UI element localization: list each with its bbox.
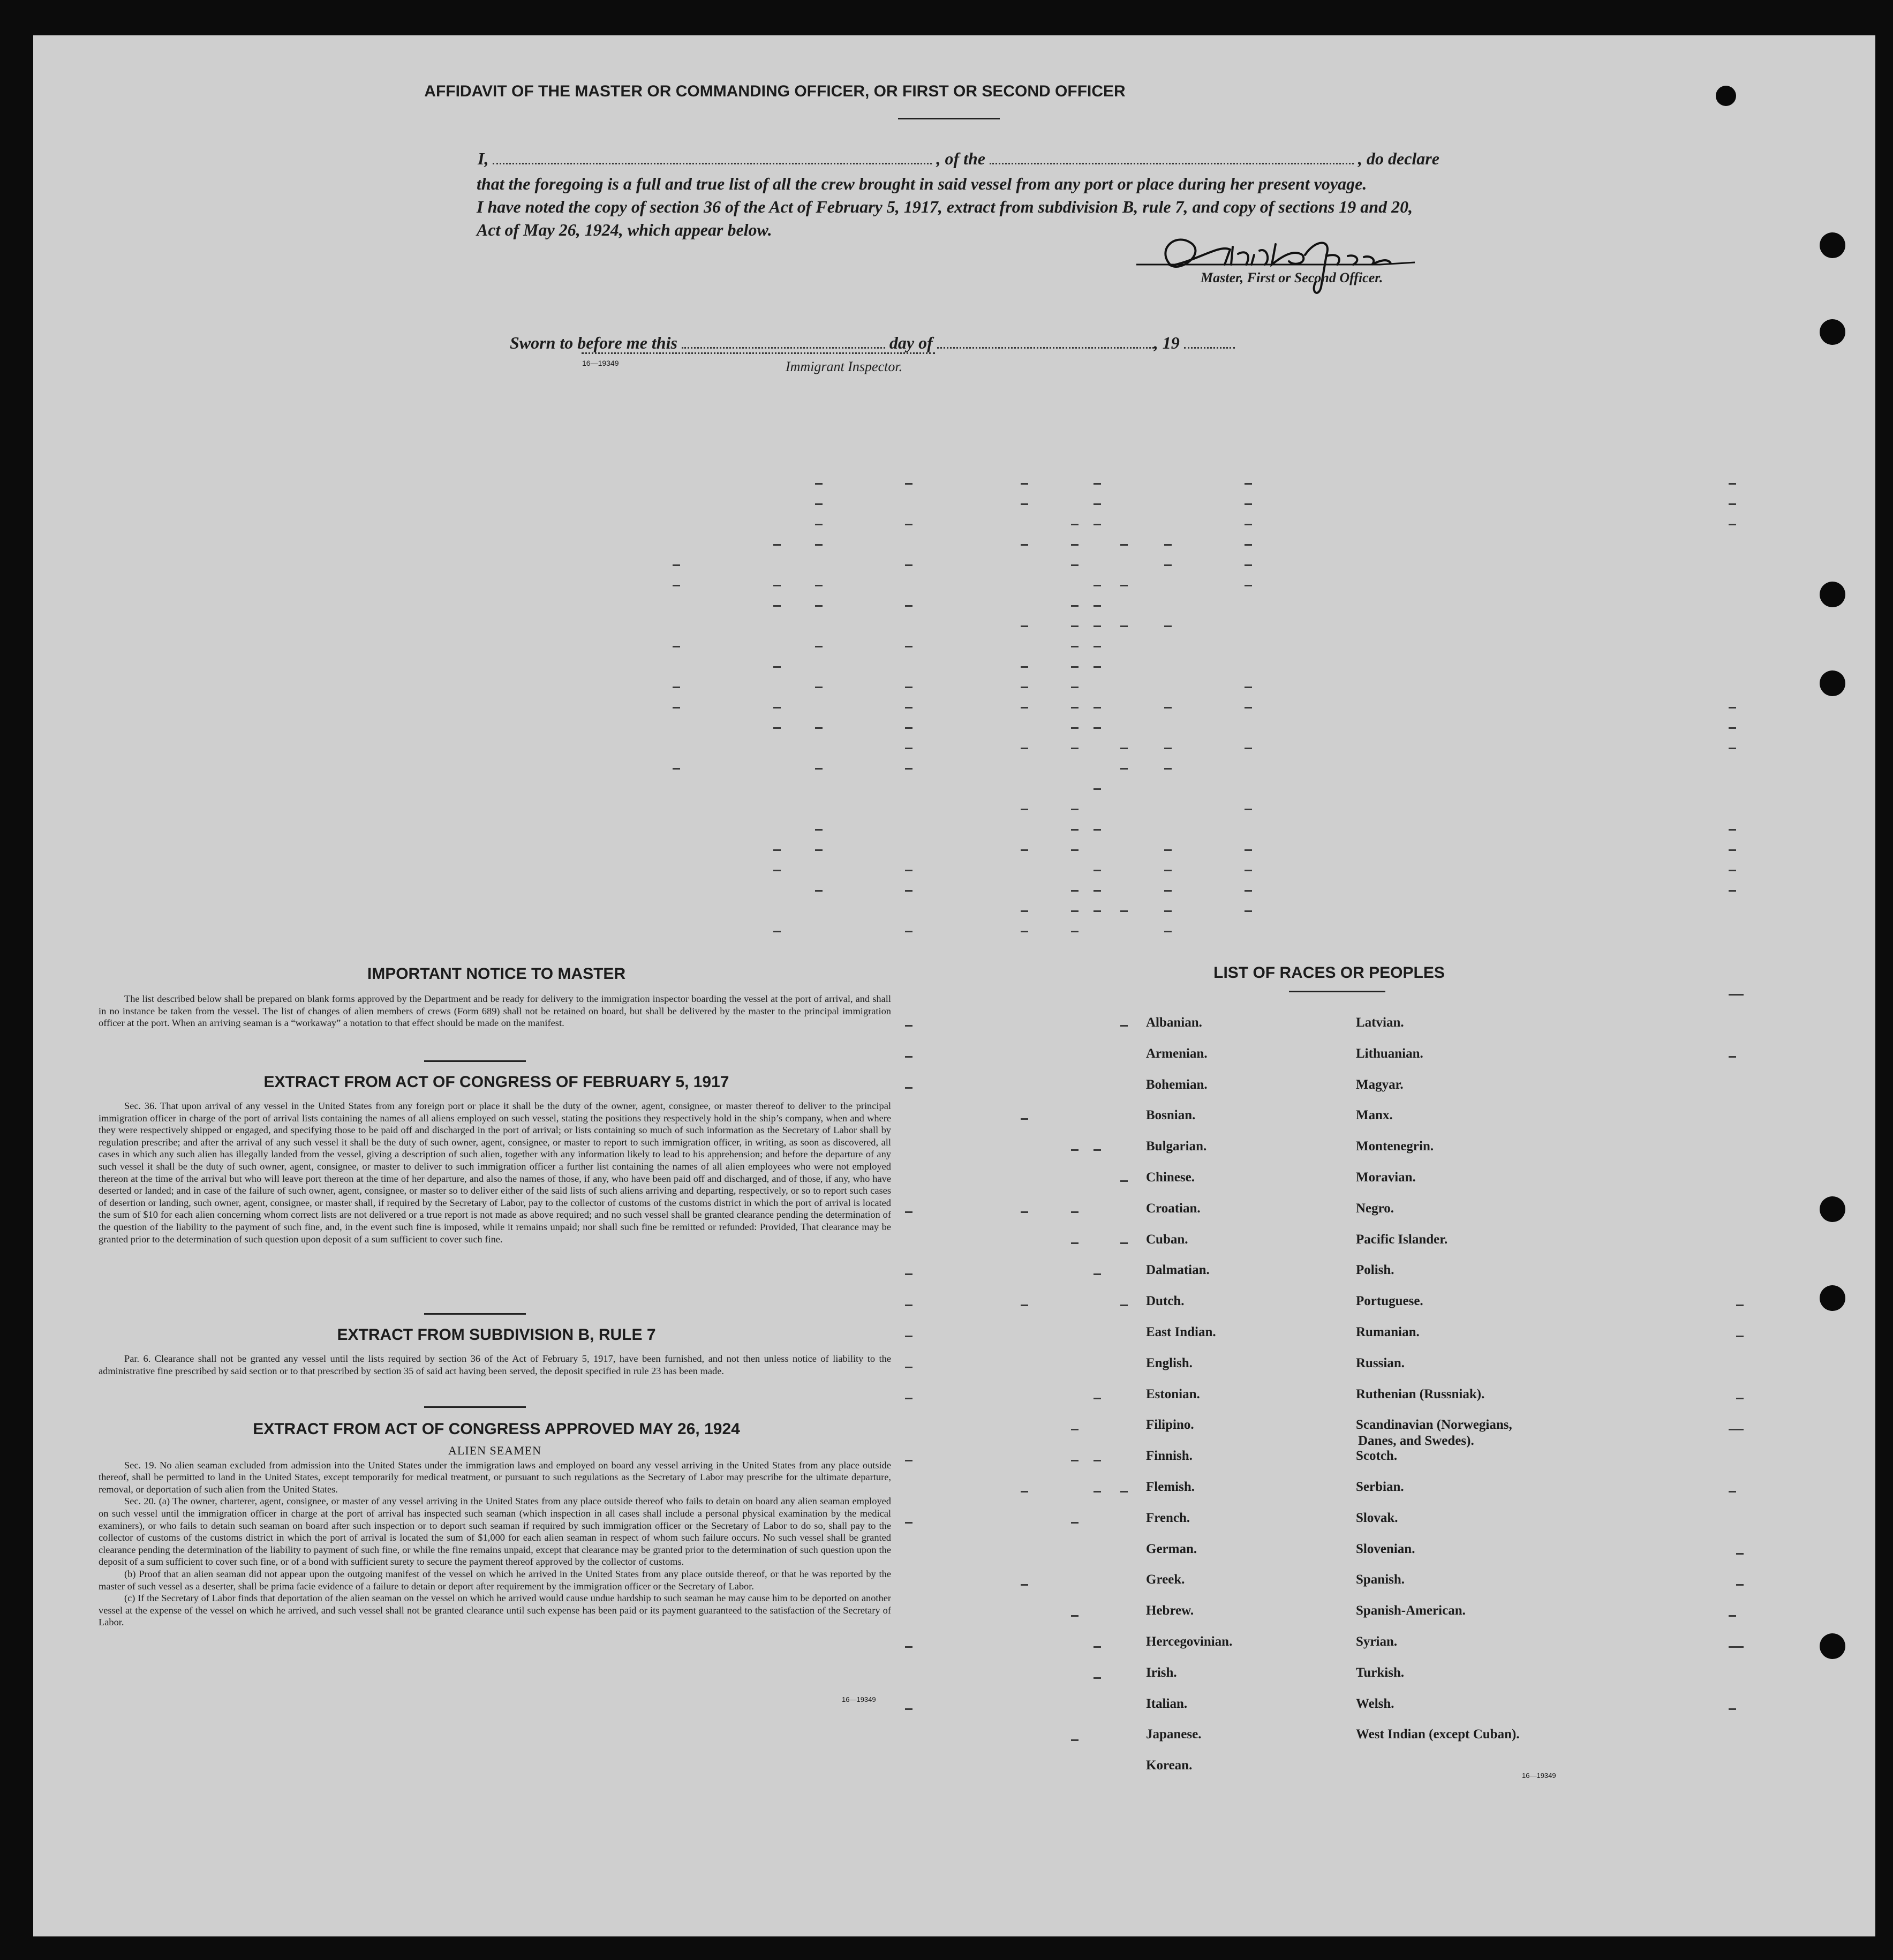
ruling-dash: [1071, 1211, 1079, 1213]
ruling-dash: [905, 605, 912, 607]
ruling-dash: [1071, 1460, 1079, 1461]
race-item: Moravian.: [1356, 1170, 1416, 1185]
ruling-dash: [1071, 1149, 1079, 1151]
ruling-dash: [1729, 748, 1736, 749]
ruling-dash: [1071, 646, 1079, 647]
race-item: Manx.: [1356, 1108, 1393, 1123]
ruling-dash: [1021, 1305, 1028, 1306]
ruling-dash: [1164, 768, 1172, 770]
ruling-dash: [905, 564, 912, 566]
ruling-dash: [1021, 748, 1028, 749]
ruling-dash: [1245, 483, 1252, 485]
race-item: Slovak.: [1356, 1510, 1398, 1525]
race-item: East Indian.: [1146, 1325, 1216, 1339]
sworn-label: Sworn to before me this: [510, 333, 677, 352]
ruling-dash: [673, 646, 680, 647]
ruling-dash: [1245, 748, 1252, 749]
ruling-dash: [815, 890, 823, 892]
race-item: Italian.: [1146, 1696, 1188, 1711]
ruling-dash: [1164, 564, 1172, 566]
ruling-dash: [1729, 1491, 1736, 1492]
ruling-dash: [1021, 910, 1028, 912]
race-item: Albanian.: [1146, 1015, 1202, 1030]
ruling-dash: [905, 890, 912, 892]
notice-title: IMPORTANT NOTICE TO MASTER: [367, 965, 626, 983]
ruling-dash: [1245, 687, 1252, 688]
race-item: Latvian.: [1356, 1015, 1404, 1030]
ruling-dash: [1093, 1398, 1101, 1399]
ruling-dash: [1164, 748, 1172, 749]
ruling-dash: [1729, 503, 1736, 505]
race-item: Finnish.: [1146, 1449, 1193, 1464]
ruling-dash: [1729, 1708, 1736, 1710]
ruling-dash: [1729, 1056, 1736, 1058]
ruling-dash: [1729, 1615, 1736, 1617]
races-rule: [1289, 991, 1385, 992]
inspector-caption: Immigrant Inspector.: [786, 359, 903, 374]
race-item: Dalmatian.: [1146, 1263, 1210, 1278]
ruling-dash: [1021, 809, 1028, 810]
ruling-dash: [1071, 829, 1079, 831]
ruling-dash: [1021, 1491, 1028, 1492]
ruling-dash: [905, 524, 912, 525]
race-item: Estonian.: [1146, 1386, 1200, 1401]
race-item: Flemish.: [1146, 1480, 1195, 1494]
ruling-dash: [1021, 687, 1028, 688]
ruling-dash: [1071, 1522, 1079, 1524]
ruling-dash: [1071, 727, 1079, 729]
section-rule: [424, 1313, 526, 1315]
sec-20a-text: Sec. 20. (a) The owner, charterer, agent, consignee, or master of any vessel arriving in the United States from any place outside thereof who fails to detain on board any alien seaman employed on such vessel until the immigration officer in charge at the port of arrival has inspected such seaman (which inspection in all cases shall include a personal physical examination by the medical examiners), or who fails to detain such seaman on board after such inspection or to deport such seaman if required by such immigration officer or the Secretary of Labor to do so, shall pay to the collector of customs of the customs district in which the port of arrival is located the sum of $1,000 for each alien seaman in respect of whom such failure occurs. No such vessel shall be granted clearance pending the determination of the liability to payment of such fine, or while the fine remains unpaid, except that clearance may be granted prior to the determination of such question upon the deposit of a sum sufficient to cover such fine, or of a bond with sufficient surety to secure the payment thereof approved by the collector of customs.: [99, 1496, 891, 1567]
race-item: Irish.: [1146, 1665, 1177, 1680]
ruling-dash: [1093, 524, 1101, 525]
ruling-dash: [1120, 748, 1128, 749]
ruling-dash: [1071, 931, 1079, 932]
ruling-dash: [1021, 544, 1028, 546]
ruling-dash: [1093, 910, 1101, 912]
extract-rule7-body: [99, 1353, 891, 1377]
race-item: Chinese.: [1146, 1170, 1195, 1185]
notice-text: The list described below shall be prepared on blank forms approved by the Department and be ready for delivery to the immigration inspector boarding the vessel at the port of arrival, and shall in no instance be taken from the vessel. The list of changes of alien members of crews (Form 689) shall not be retained on board, but shall be delivered by the master to the principal immigration officer at the port. When an arriving seaman is a “workaway” a notation to that effect should be made on the manifest.: [99, 993, 891, 1029]
race-item: Spanish.: [1356, 1572, 1405, 1587]
ruling-dash: [1120, 910, 1128, 912]
ruling-dash: [673, 687, 680, 688]
race-item: Bosnian.: [1146, 1108, 1196, 1123]
ruling-dash: [815, 483, 823, 485]
ruling-dash: [1164, 707, 1172, 708]
ruling-dash: [773, 931, 781, 932]
ruling-dash: [1071, 666, 1079, 668]
ruling-dash: [1729, 829, 1736, 831]
ruling-dash: [1093, 1646, 1101, 1648]
table-ruling-remnants: [33, 35, 1875, 1936]
race-item: Negro.: [1356, 1201, 1394, 1216]
manifest-page: [33, 35, 1875, 1936]
ruling-dash: [1021, 849, 1028, 851]
ruling-dash: [1729, 483, 1736, 485]
race-item: Syrian.: [1356, 1634, 1398, 1649]
ruling-dash: [1729, 727, 1736, 729]
ruling-dash: [1071, 809, 1079, 810]
ruling-dash: [905, 1056, 912, 1058]
ruling-dash: [815, 687, 823, 688]
race-item: French.: [1146, 1510, 1190, 1525]
ruling-dash: [773, 870, 781, 871]
extract-1924-title: EXTRACT FROM ACT OF CONGRESS APPROVED MAY 26, 1924: [253, 1420, 740, 1438]
signature-caption: Master, First or Second Officer.: [1201, 270, 1383, 285]
race-item: Russian.: [1356, 1355, 1405, 1370]
ruling-dash: [1164, 544, 1172, 546]
ruling-dash: [1164, 625, 1172, 627]
races-title: LIST OF RACES OR PEOPLES: [1213, 964, 1445, 982]
ruling-dash: [1164, 931, 1172, 932]
race-item: Slovenian.: [1356, 1541, 1415, 1556]
ruling-dash: [1093, 666, 1101, 668]
ruling-dash: [1071, 910, 1079, 912]
ruling-dash: [1736, 994, 1744, 996]
race-item: Croatian.: [1146, 1201, 1201, 1216]
ruling-dash: [1021, 1211, 1028, 1213]
day-of-label: day of: [889, 333, 933, 352]
ruling-dash: [1071, 1429, 1079, 1430]
ruling-dash: [1021, 483, 1028, 485]
ruling-dash: [905, 748, 912, 749]
race-item: Scotch.: [1356, 1449, 1398, 1464]
ruling-dash: [673, 564, 680, 566]
ruling-dash: [1093, 605, 1101, 607]
ruling-dash: [1164, 910, 1172, 912]
ruling-dash: [815, 849, 823, 851]
race-item: Japanese.: [1146, 1727, 1202, 1742]
ruling-dash: [905, 687, 912, 688]
ruling-dash: [815, 646, 823, 647]
ruling-dash: [1093, 870, 1101, 871]
sec-36-text: Sec. 36. That upon arrival of any vessel in the United States from any foreign port or place it shall be the duty of the owner, agent, consignee, or master thereof to deliver to the principal immigration officer in charge of the port of arrival lists containing the names of all aliens employed on such vessel, stating the positions they respectively hold in the ship’s company, when and where they were respectively shipped or engaged, and specifying those to be paid off and discharged in the port of arrival; or lists containing so much of such information as the Secretary of Labor shall by regulation prescribe; and after the arrival of any such vessel it shall be the duty of such owner, agent, consignee, or master to report to such immigration officer, in writing, as soon as discovered, all cases in which any such alien has illegally landed from the vessel, giving a description of such alien, together with any information likely to lead to his apprehension; and before the departure of any such vessel it shall be the duty of such owner, agent, consignee, or master to deliver to such immigration officer a further list containing the names of all alien employees who were not employed thereon at the time of the arrival but who will leave port thereon at the time of her departure, and also the names of those, if any, who have been paid off and discharged, and of those, if any, who have deserted or landed; and in case of the failure of such owner, agent, consignee, or master so to deliver either of the said lists of such aliens arriving and departing, respectively, or so to report such cases of desertion or landing, such owner, agent, consignee, or master shall, if required by the Secretary of Labor, pay to the collector of customs of the customs district in which the port of arrival is located the sum of $10 for each alien concerning whom correct lists are not delivered or a true report is not made as above required; and no such vessel shall be granted clearance pending the determination of the question of the liability to the payment of such fine, and, in the event such fine is imposed, while it remains unpaid; nor shall such fine be remitted or refunded: Provided, That clearance may be granted prior to the determination of such question upon deposit of a sum sufficient to cover such fine.: [99, 1100, 891, 1245]
race-item: English.: [1146, 1355, 1193, 1370]
ruling-dash: [1021, 931, 1028, 932]
ruling-dash: [1120, 1180, 1128, 1182]
ruling-dash: [1120, 544, 1128, 546]
ruling-dash: [1245, 809, 1252, 810]
race-item: Serbian.: [1356, 1480, 1404, 1494]
ruling-dash: [773, 605, 781, 607]
ruling-dash: [1729, 994, 1736, 996]
race-item: Filipino.: [1146, 1418, 1194, 1433]
affidavit-line-4: Act of May 26, 1924, which appear below.: [477, 220, 772, 239]
ruling-dash: [1245, 870, 1252, 871]
ruling-dash: [1071, 524, 1079, 525]
ruling-dash: [905, 646, 912, 647]
ruling-dash: [1736, 1553, 1744, 1555]
ruling-dash: [1093, 707, 1101, 708]
ruling-dash: [1093, 646, 1101, 647]
ruling-dash: [815, 544, 823, 546]
ruling-dash: [1729, 1429, 1736, 1430]
ruling-dash: [1093, 829, 1101, 831]
ruling-dash: [1071, 605, 1079, 607]
race-item: Dutch.: [1146, 1294, 1185, 1309]
ruling-dash: [1071, 890, 1079, 892]
ruling-dash: [905, 1087, 912, 1089]
ruling-dash: [673, 707, 680, 708]
ruling-dash: [905, 1305, 912, 1306]
ruling-dash: [815, 585, 823, 586]
ruling-dash: [1729, 524, 1736, 525]
section-rule: [424, 1406, 526, 1408]
ruling-dash: [815, 768, 823, 770]
ruling-dash: [1729, 1646, 1736, 1648]
ruling-dash: [1245, 544, 1252, 546]
race-item: Bohemian.: [1146, 1077, 1208, 1092]
ruling-dash: [1729, 890, 1736, 892]
ruling-dash: [1736, 1398, 1744, 1399]
ruling-dash: [1093, 483, 1101, 485]
ruling-dash: [1245, 524, 1252, 525]
ruling-dash: [1093, 585, 1101, 586]
ruling-dash: [1729, 849, 1736, 851]
of-the-label: , of the: [936, 149, 985, 168]
year-label: , 19: [1153, 333, 1180, 352]
ruling-dash: [1120, 625, 1128, 627]
race-item: Armenian.: [1146, 1046, 1208, 1061]
ruling-dash: [1164, 870, 1172, 871]
ruling-dash: [1071, 1739, 1079, 1741]
ruling-dash: [1093, 788, 1101, 790]
ruling-dash: [1164, 849, 1172, 851]
ruling-dash: [1120, 1242, 1128, 1244]
ruling-dash: [1120, 1025, 1128, 1027]
ruling-dash: [905, 1708, 912, 1710]
ruling-dash: [773, 849, 781, 851]
ruling-dash: [815, 503, 823, 505]
race-item: Lithuanian.: [1356, 1046, 1423, 1061]
ruling-dash: [1071, 1615, 1079, 1617]
ruling-dash: [905, 1336, 912, 1337]
race-item: Cuban.: [1146, 1232, 1188, 1247]
affidavit-title: AFFIDAVIT OF THE MASTER OR COMMANDING OFFICER, OR FIRST OR SECOND OFFICER: [424, 82, 1126, 100]
form-number: 16—19349: [842, 1695, 876, 1703]
ruling-dash: [1071, 1242, 1079, 1244]
par-6-text: Par. 6. Clearance shall not be granted any vessel until the lists required by section 36 of the Act of February 5, 1917, have been furnished, and not then unless notice of liability to the administrative fine prescribed by said section or to that prescribed by section 35 of said act having been served, the deposit specified in rule 23 has been made.: [99, 1353, 891, 1376]
ruling-dash: [1071, 707, 1079, 708]
ruling-dash: [1071, 687, 1079, 688]
ruling-dash: [1245, 890, 1252, 892]
ruling-dash: [673, 768, 680, 770]
race-item: Greek.: [1146, 1572, 1185, 1587]
race-item: Turkish.: [1356, 1665, 1405, 1680]
extract-1917-body: [99, 1100, 891, 1245]
ruling-dash: [773, 727, 781, 729]
race-item: Welsh.: [1356, 1696, 1394, 1711]
ruling-dash: [905, 1025, 912, 1027]
ruling-dash: [1093, 1491, 1101, 1492]
ruling-dash: [1021, 625, 1028, 627]
ruling-dash: [1245, 503, 1252, 505]
ruling-dash: [1164, 890, 1172, 892]
race-item: Spanish-American.: [1356, 1603, 1466, 1618]
affidavit-line-2: that the foregoing is a full and true list of all the crew brought in said vessel from any port or place during her present voyage.: [477, 174, 1367, 193]
ruling-dash: [1071, 748, 1079, 749]
ruling-dash: [905, 1367, 912, 1368]
race-item: Magyar.: [1356, 1077, 1404, 1092]
sec-20b-text: (b) Proof that an alien seaman did not appear upon the outgoing manifest of the vessel on which he arrived in the United States from any place outside thereof, or that he was reported by the master of such vessel as a deserter, shall be prima facie evidence of a failure to detain or deport after requirement by the immigration officer or the Secretary of Labor.: [99, 1568, 891, 1592]
ruling-dash: [1093, 1273, 1101, 1275]
race-item: Portuguese.: [1356, 1294, 1423, 1309]
ruling-dash: [905, 1273, 912, 1275]
ruling-dash: [1245, 707, 1252, 708]
ruling-dash: [1071, 849, 1079, 851]
ruling-dash: [905, 1646, 912, 1648]
ruling-dash: [1093, 1460, 1101, 1461]
ruling-dash: [905, 870, 912, 871]
ruling-dash: [673, 585, 680, 586]
ruling-dash: [1021, 503, 1028, 505]
ruling-dash: [1120, 1491, 1128, 1492]
extract-1917-title: EXTRACT FROM ACT OF CONGRESS OF FEBRUARY 5, 1917: [263, 1073, 729, 1091]
ruling-dash: [1729, 707, 1736, 708]
affidavit-line-3: I have noted the copy of section 36 of the Act of February 5, 1917, extract from subdivision B, rule 7, and copy of sections 19 and 20,: [477, 197, 1413, 216]
ruling-dash: [1245, 564, 1252, 566]
extract-rule7-title: EXTRACT FROM SUBDIVISION B, RULE 7: [337, 1326, 656, 1344]
race-item: Rumanian.: [1356, 1325, 1420, 1339]
ruling-dash: [1071, 544, 1079, 546]
ruling-dash: [1736, 1584, 1744, 1586]
ruling-dash: [773, 707, 781, 708]
ruling-dash: [773, 544, 781, 546]
i-label: I,: [478, 149, 489, 168]
ruling-dash: [773, 666, 781, 668]
ruling-dash: [1021, 666, 1028, 668]
race-item: Pacific Islander.: [1356, 1232, 1448, 1247]
race-item: Korean.: [1146, 1758, 1193, 1773]
ruling-dash: [1093, 727, 1101, 729]
ruling-dash: [905, 931, 912, 932]
race-item: Bulgarian.: [1146, 1139, 1207, 1154]
ruling-dash: [905, 1522, 912, 1524]
ruling-dash: [1736, 1646, 1744, 1648]
sec-20c-text: (c) If the Secretary of Labor finds that deportation of the alien seaman on the vessel on which he arrived would cause undue hardship to such seaman he may cause him to be deported on another vessel at the expense of the vessel on which he arrived, and such vessel shall not be granted clearance until such expense has been paid or its payment guaranteed to the satisfaction of the Secretary of Labor.: [99, 1593, 891, 1628]
ruling-dash: [1071, 564, 1079, 566]
race-item: Polish.: [1356, 1263, 1394, 1278]
extract-1924-body: [99, 1445, 891, 1629]
ruling-dash: [1021, 1118, 1028, 1120]
ruling-dash: [1021, 1584, 1028, 1586]
race-item: Montenegrin.: [1356, 1139, 1434, 1154]
ruling-dash: [815, 829, 823, 831]
race-item: Danes, and Swedes).: [1358, 1434, 1474, 1449]
ruling-dash: [1093, 890, 1101, 892]
ruling-dash: [1120, 1305, 1128, 1306]
ruling-dash: [1736, 1429, 1744, 1430]
ruling-dash: [815, 727, 823, 729]
ruling-dash: [905, 727, 912, 729]
alien-seamen-subtitle: ALIEN SEAMEN: [448, 1444, 541, 1457]
section-rule: [424, 1060, 526, 1062]
ruling-dash: [1120, 585, 1128, 586]
notice-body: [99, 993, 891, 1029]
ruling-dash: [1245, 910, 1252, 912]
form-number: 16—19349: [1522, 1771, 1556, 1780]
ruling-dash: [1093, 503, 1101, 505]
ruling-dash: [1729, 870, 1736, 871]
ruling-dash: [1736, 1305, 1744, 1306]
ruling-dash: [905, 1398, 912, 1399]
race-item: Hebrew.: [1146, 1603, 1194, 1618]
ruling-dash: [1071, 625, 1079, 627]
race-item: Scandinavian (Norwegians,: [1356, 1418, 1512, 1433]
race-item: German.: [1146, 1541, 1197, 1556]
ruling-dash: [905, 707, 912, 708]
ruling-dash: [1021, 707, 1028, 708]
ruling-dash: [815, 524, 823, 525]
ruling-dash: [905, 1460, 912, 1461]
ruling-dash: [1120, 768, 1128, 770]
ruling-dash: [1093, 1149, 1101, 1151]
sec-19-text: Sec. 19. No alien seaman excluded from admission into the United States under the immigration laws and employed on board any vessel arriving in the United States from any place outside thereof, shall be permitted to land in the United States, except temporarily for medical treatment, or pursuant to such regulations as the Secretary of Labor may prescribe for the ultimate departure, removal, or deportation of such alien from the United States.: [99, 1459, 891, 1495]
ruling-dash: [905, 768, 912, 770]
ruling-dash: [1245, 849, 1252, 851]
ruling-dash: [1093, 625, 1101, 627]
race-item: Ruthenian (Russniak).: [1356, 1386, 1485, 1401]
do-declare-label: , do declare: [1358, 149, 1439, 168]
ruling-dash: [1245, 585, 1252, 586]
ruling-dash: [1736, 1336, 1744, 1337]
race-item: West Indian (except Cuban).: [1356, 1727, 1520, 1742]
ruling-dash: [905, 1211, 912, 1213]
form-number: 16—19349: [582, 359, 619, 367]
ruling-dash: [773, 585, 781, 586]
race-item: Hercegovinian.: [1146, 1634, 1233, 1649]
ruling-dash: [815, 605, 823, 607]
ruling-dash: [905, 483, 912, 485]
ruling-dash: [1093, 1677, 1101, 1679]
